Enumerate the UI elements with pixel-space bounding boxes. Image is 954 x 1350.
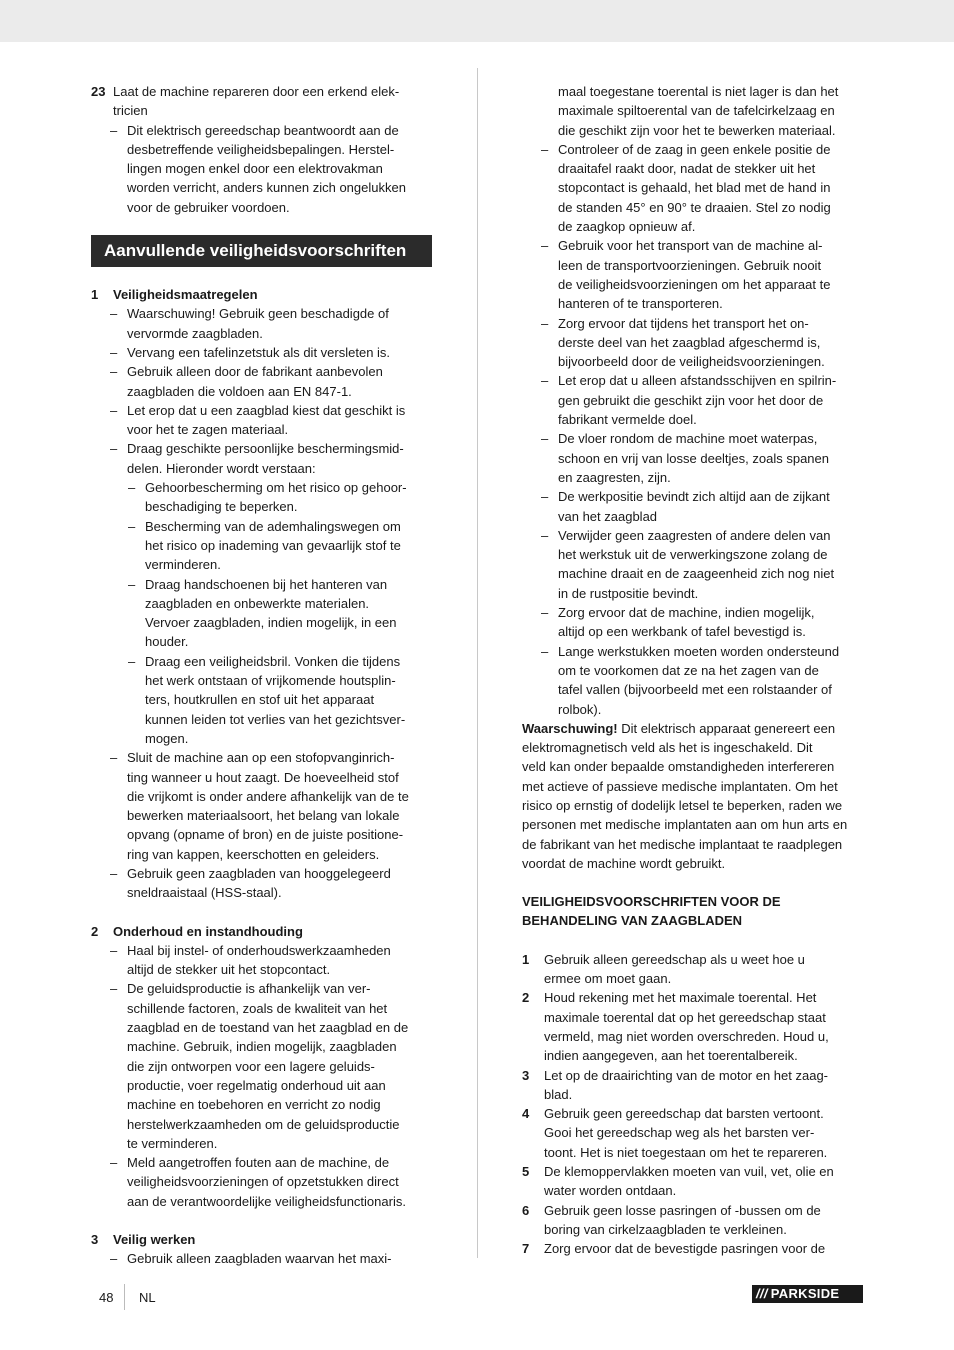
left-column xyxy=(91,82,433,1269)
text-line: Zorg ervoor dat de machine, indien mogelijk, xyxy=(558,605,815,621)
text-line: Vervang een tafelinzetstuk als dit versleten is. xyxy=(127,344,391,360)
text-line: Dit elektrisch gereedschap beantwoordt aan de xyxy=(127,122,399,138)
bullet-item xyxy=(522,429,865,487)
bullet-item xyxy=(91,979,433,1153)
text-line: Waarschuwing! Gebruik geen beschadigde of xyxy=(127,306,389,322)
bullet-item xyxy=(91,362,433,401)
text-line: blad. xyxy=(544,1086,573,1102)
dash-marker: – xyxy=(110,441,118,457)
text-line: Bescherming van de ademhalingswegen om xyxy=(145,518,401,534)
dash-marker: – xyxy=(110,1155,118,1171)
page-number: 48 xyxy=(99,1290,114,1305)
logo-stripes: /// xyxy=(756,1286,768,1301)
saw-blade-safety-heading xyxy=(522,892,865,931)
dash-marker: – xyxy=(541,643,549,659)
text-line: Let erop dat u een zaagblad kiest dat geschikt is xyxy=(127,402,406,418)
dash-marker: – xyxy=(128,653,136,669)
text-line: Houd rekening met het maximale toerental. Het xyxy=(544,990,817,1006)
text-line: mogen. xyxy=(145,730,189,746)
item-number: 2 xyxy=(522,990,530,1006)
dash-marker: – xyxy=(110,865,118,881)
text-line: Zorg ervoor dat de bevestigde pasringen voor de xyxy=(544,1241,826,1257)
text-line: Gebruik geen gereedschap dat barsten vertoont. xyxy=(544,1106,824,1122)
spacer xyxy=(522,873,865,892)
text-line: worden verricht, anders kunnen zich ongelukken xyxy=(127,180,406,196)
sub-bullet-item xyxy=(91,652,433,748)
text-line: bewerken materiaalsoort, het belang van lokale xyxy=(127,808,400,824)
text-line: Draag handschoenen bij het hanteren van xyxy=(145,576,388,592)
bullet-item xyxy=(522,314,865,372)
text-line: Gebruik geen losse pasringen of -bussen om de xyxy=(544,1202,821,1218)
text-line: Zorg ervoor dat tijdens het transport het on- xyxy=(558,315,809,331)
text-line: tafel vallen (bijvoorbeeld met een rolstaander of xyxy=(558,682,832,698)
warning-first-text: Dit elektrisch apparaat genereert een xyxy=(617,720,836,736)
bullet-item xyxy=(91,1153,433,1211)
text-line: De klemoppervlakken moeten van vuil, vet, olie en xyxy=(544,1164,834,1180)
numbered-item xyxy=(522,1239,865,1258)
text-line: Vervoer zaagbladen, indien mogelijk, in een xyxy=(145,615,397,631)
text-line: derste deel van het zaagblad afgeschermd is, xyxy=(558,334,821,350)
text-line: Let erop dat u alleen afstandsschijven en spilrin- xyxy=(558,373,837,389)
text-line: voor de gebruiker voordoen. xyxy=(127,199,290,215)
bullet-item xyxy=(91,304,433,343)
section-title: Onderhoud en instandhouding xyxy=(113,923,303,939)
section-banner: Aanvullende veiligheidsvoorschriften xyxy=(91,235,432,267)
text-line: in de rustpositie bevindt. xyxy=(558,585,699,601)
text-line: met actieve of passieve medische implantaten. Om het xyxy=(522,778,838,794)
text-line: de zaagkop opnieuw af. xyxy=(558,219,696,235)
dash-marker: – xyxy=(541,527,549,543)
dash-marker: – xyxy=(110,364,118,380)
numbered-item xyxy=(522,1066,865,1105)
text-line: De werkpositie bevindt zich altijd aan de zijkant xyxy=(558,489,830,505)
numbered-item xyxy=(522,1162,865,1201)
text-line: veiligheidsvoorzieningen of opzetstukken direct xyxy=(127,1174,399,1190)
text-line: Let op de draairichting van de motor en het zaag- xyxy=(544,1067,829,1083)
text-line: Meld aangetroffen fouten aan de machine, de xyxy=(127,1155,390,1171)
text-line: De vloer rondom de machine moet waterpas, xyxy=(558,431,818,447)
top-bar xyxy=(0,0,954,42)
text-line: voordat de machine wordt gebruikt. xyxy=(522,855,726,871)
dash-marker: – xyxy=(541,238,549,254)
text-line: delen. Hieronder wordt verstaan: xyxy=(127,460,316,476)
text-line: VEILIGHEIDSVOORSCHRIFTEN VOOR DE xyxy=(522,894,781,910)
language-code: NL xyxy=(139,1290,156,1305)
spacer xyxy=(91,903,433,922)
dash-marker: – xyxy=(110,344,118,360)
text-line: maximale toerental dat op het gereedschap staat xyxy=(544,1009,826,1025)
text-line: water worden ontdaan. xyxy=(544,1183,677,1199)
sub-bullet-item xyxy=(91,478,433,517)
warning-first-line xyxy=(522,719,865,738)
text-line: de veiligheidsvoorzieningen om het apparaat te xyxy=(558,276,831,292)
text-line: altijd op een werkbank of tafel bevestigd is. xyxy=(558,624,806,640)
dash-marker: – xyxy=(541,605,549,621)
bullet-item xyxy=(91,748,433,864)
text-line: schoon en vrij van losse deeltjes, zoals spanen xyxy=(558,450,829,466)
text-line: boring van cirkelzaagbladen te verkleinen. xyxy=(544,1221,787,1237)
item-number: 5 xyxy=(522,1164,530,1180)
text-line: verminderen. xyxy=(145,557,221,573)
text-line: die zijn ontworpen voor een lagere geluids- xyxy=(127,1058,375,1074)
text-line: maximale spiltoerental van de tafelcirkelzaag en xyxy=(558,103,835,119)
dash-marker: – xyxy=(541,141,549,157)
text-line: ters, houtkrullen en stof uit het apparaat xyxy=(145,692,375,708)
bullet-item xyxy=(522,642,865,719)
text-line: Gebruik voor het transport van de machine al- xyxy=(558,238,823,254)
spacer xyxy=(91,1211,433,1230)
text-line: toont. Het is niet toegestaan om het te repareren. xyxy=(544,1144,828,1160)
dash-marker: – xyxy=(541,373,549,389)
dash-marker: – xyxy=(541,431,549,447)
text-line: Gebruik geen zaagbladen van hooggelegeerd xyxy=(127,865,391,881)
text-line: tricien xyxy=(113,103,148,119)
section-number: 3 xyxy=(91,1232,99,1248)
text-line: de fabrikant van het medische implantaat te raadplegen xyxy=(522,836,843,852)
text-line: altijd de stekker uit het stopcontact. xyxy=(127,962,331,978)
text-line: zaagbladen en onbewerkte materialen. xyxy=(145,595,370,611)
section-heading xyxy=(91,1230,433,1249)
bullet-item xyxy=(91,343,433,362)
text-line: rolbok). xyxy=(558,701,602,717)
text-line: maal toegestane toerental is niet lager is dan het xyxy=(558,84,839,99)
text-line: desbetreffende veiligheidsbepalingen. Herstel- xyxy=(127,141,395,157)
footer-divider xyxy=(124,1284,125,1310)
text-line: De geluidsproductie is afhankelijk van ver- xyxy=(127,981,371,997)
dash-marker: – xyxy=(110,402,118,418)
numbered-item xyxy=(522,950,865,989)
bullet-item xyxy=(522,487,865,526)
warning-paragraph xyxy=(522,719,865,873)
dash-marker: – xyxy=(541,489,549,505)
section-title: Veiligheidsmaatregelen xyxy=(113,287,258,303)
section-heading xyxy=(91,285,433,304)
column-divider xyxy=(477,68,478,1258)
item-number: 4 xyxy=(522,1106,530,1122)
text-line: Gebruik alleen door de fabrikant aanbevolen xyxy=(127,364,383,380)
text-line: die geschikt zijn voor het te bewerken materiaal. xyxy=(558,122,836,138)
dash-marker: – xyxy=(128,480,136,496)
text-line: machine draait en de zaageenheid zich nog niet xyxy=(558,566,835,582)
parkside-logo xyxy=(752,1285,863,1303)
text-line: machine. Gebruik, indien mogelijk, zaagbladen xyxy=(127,1039,397,1055)
text-line: vervormde zaagbladen. xyxy=(127,325,263,341)
text-line: personen met medische implantaten aan om hun arts en xyxy=(522,817,848,833)
text-line: indien aangegeven, aan het toerentalbereik. xyxy=(544,1048,798,1064)
dash-marker: – xyxy=(110,122,118,138)
numbered-item xyxy=(522,1104,865,1162)
dash-marker: – xyxy=(541,315,549,331)
bullet-item xyxy=(522,236,865,313)
bullet-item xyxy=(91,941,433,980)
bullet-item xyxy=(522,526,865,603)
text-line: sneldraaistaal (HSS-staal). xyxy=(127,885,282,901)
text-line: schillende factoren, zoals de kwaliteit van het xyxy=(127,1000,388,1016)
text-line: Haal bij instel- of onderhoudswerkzaamheden xyxy=(127,942,391,958)
section-heading xyxy=(91,922,433,941)
text-line: Sluit de machine aan op een stofopvanginrich- xyxy=(127,750,395,766)
dash-marker: – xyxy=(128,576,136,592)
item-number: 6 xyxy=(522,1202,530,1218)
text-line: herstelwerkzaamheden om de geluidsproductie xyxy=(127,1116,400,1132)
text-line: Lange werkstukken moeten worden ondersteund xyxy=(558,643,840,659)
text-line: kunnen leiden tot verlies van het gezichtsver- xyxy=(145,711,406,727)
section-number: 2 xyxy=(91,923,99,939)
dash-marker: – xyxy=(128,518,136,534)
logo-text: PARKSIDE xyxy=(770,1286,840,1301)
text-line: machine en toebehoren en verricht zo nodig xyxy=(127,1097,381,1113)
numbered-item xyxy=(522,988,865,1065)
dash-marker: – xyxy=(110,981,118,997)
text-line: Laat de machine repareren door een erkend elek- xyxy=(113,84,400,99)
text-line: Verwijder geen zaagresten of andere delen van xyxy=(558,527,831,543)
text-line: het werkstuk uit de verwerkingszone zolang de xyxy=(558,547,828,563)
text-line: en zaagresten, zijn. xyxy=(558,469,671,485)
sub-bullet-item xyxy=(91,575,433,652)
numbered-item xyxy=(522,1201,865,1240)
text-line: risico op ernstig of dodelijk letsel te beperken, raden we xyxy=(522,797,843,813)
spacer xyxy=(522,931,865,950)
bullet-item xyxy=(522,140,865,236)
section-number: 1 xyxy=(91,287,99,303)
text-line: BEHANDELING VAN ZAAGBLADEN xyxy=(522,913,743,929)
text-line: te verminderen. xyxy=(127,1135,218,1151)
text-line: het risico op inademing van gevaarlijk stof te xyxy=(145,537,401,553)
text-line: opvang (opname of bron) en de juiste positione- xyxy=(127,827,404,843)
dash-marker: – xyxy=(110,1251,118,1267)
text-line: van het zaagblad xyxy=(558,508,658,524)
bullet-item xyxy=(91,864,433,903)
right-column xyxy=(522,82,865,1259)
text-line: lingen mogen enkel door een elektrovakman xyxy=(127,161,383,177)
text-line: productie, voer regelmatig onderhoud uit aan xyxy=(127,1077,386,1093)
text-line: ring van kappen, keerschotten en geleiders. xyxy=(127,846,380,862)
bullet-item xyxy=(522,371,865,429)
text-line: gen gebruikt die geschikt zijn voor het door de xyxy=(558,392,824,408)
bullet-item xyxy=(522,603,865,642)
text-line: fabrikant vermelde doel. xyxy=(558,412,697,428)
numbered-item-23 xyxy=(91,82,433,121)
bullet-item xyxy=(91,401,433,440)
text-line: Gehoorbescherming om het risico op gehoor- xyxy=(145,480,407,496)
text-line: Controleer of de zaag in geen enkele positie de xyxy=(558,141,831,157)
text-line: aan de verantwoordelijke veiligheidsfunctionaris. xyxy=(127,1193,406,1209)
text-line: vermeld, mag niet worden overschreden. Houd u, xyxy=(544,1028,829,1044)
text-line: stopcontact is gehaald, het blad met de hand in xyxy=(558,180,831,196)
text-line: draaitafel raakt door, nadat de stekker uit het xyxy=(558,161,816,177)
bullet-item xyxy=(91,439,433,478)
text-line: Draag een veiligheidsbril. Vonken die tijdens xyxy=(145,653,401,669)
bullet-item xyxy=(91,1249,433,1268)
text-line: zaagblad en de toestand van het zaagblad en de xyxy=(127,1020,409,1036)
item-number: 1 xyxy=(522,951,530,967)
text-line: Gebruik alleen gereedschap als u weet hoe u xyxy=(544,951,805,967)
dash-marker: – xyxy=(110,306,118,322)
sub-bullet-item xyxy=(91,517,433,575)
text-line: leen de transportvoorzieningen. Gebruik nooit xyxy=(558,257,822,273)
dash-marker: – xyxy=(110,750,118,766)
dash-marker: – xyxy=(110,942,118,958)
item-number: 3 xyxy=(522,1067,530,1083)
text-line: beschadiging te beperken. xyxy=(145,499,298,515)
text-line: elektromagnetisch veld als het is ingeschakeld. Dit xyxy=(522,740,813,756)
text-line: ting wanneer u hout zaagt. De hoeveelheid stof xyxy=(127,769,399,785)
text-line: houder. xyxy=(145,634,189,650)
bullet-item xyxy=(91,121,433,217)
text-line: het werk ontstaan of vrijkomende houtsplin- xyxy=(145,673,396,689)
text-line: zaagbladen die voldoen aan EN 847-1. xyxy=(127,383,352,399)
text-line: om te voorkomen dat ze na het zagen van de xyxy=(558,662,819,678)
warning-label: Waarschuwing! xyxy=(522,720,618,736)
item-number: 23 xyxy=(91,84,106,99)
text-line: bijvoorbeeld door de veiligheidsvoorzieningen. xyxy=(558,354,825,370)
section-title: Veilig werken xyxy=(113,1232,196,1248)
text-line: Gebruik alleen zaagbladen waarvan het maxi- xyxy=(127,1251,392,1267)
text-line: veld kan onder bepaalde omstandigheden interfereren xyxy=(522,759,835,775)
item-number: 7 xyxy=(522,1241,530,1257)
text-line: voor het te zagen materiaal. xyxy=(127,422,289,438)
text-line: de standen 45° en 90° te draaien. Stel zo nodig xyxy=(558,199,831,215)
text-line: Draag geschikte persoonlijke beschermingsmid- xyxy=(127,441,404,457)
text-line: ermee om moet gaan. xyxy=(544,971,672,987)
text-line: hanteren of te transporteren. xyxy=(558,296,723,312)
continued-bullet-text xyxy=(522,82,865,140)
text-line: die vrijkomt is onder andere afhankelijk van de te xyxy=(127,788,409,804)
text-line: Gooi het gereedschap weg als het barsten ver- xyxy=(544,1125,815,1141)
